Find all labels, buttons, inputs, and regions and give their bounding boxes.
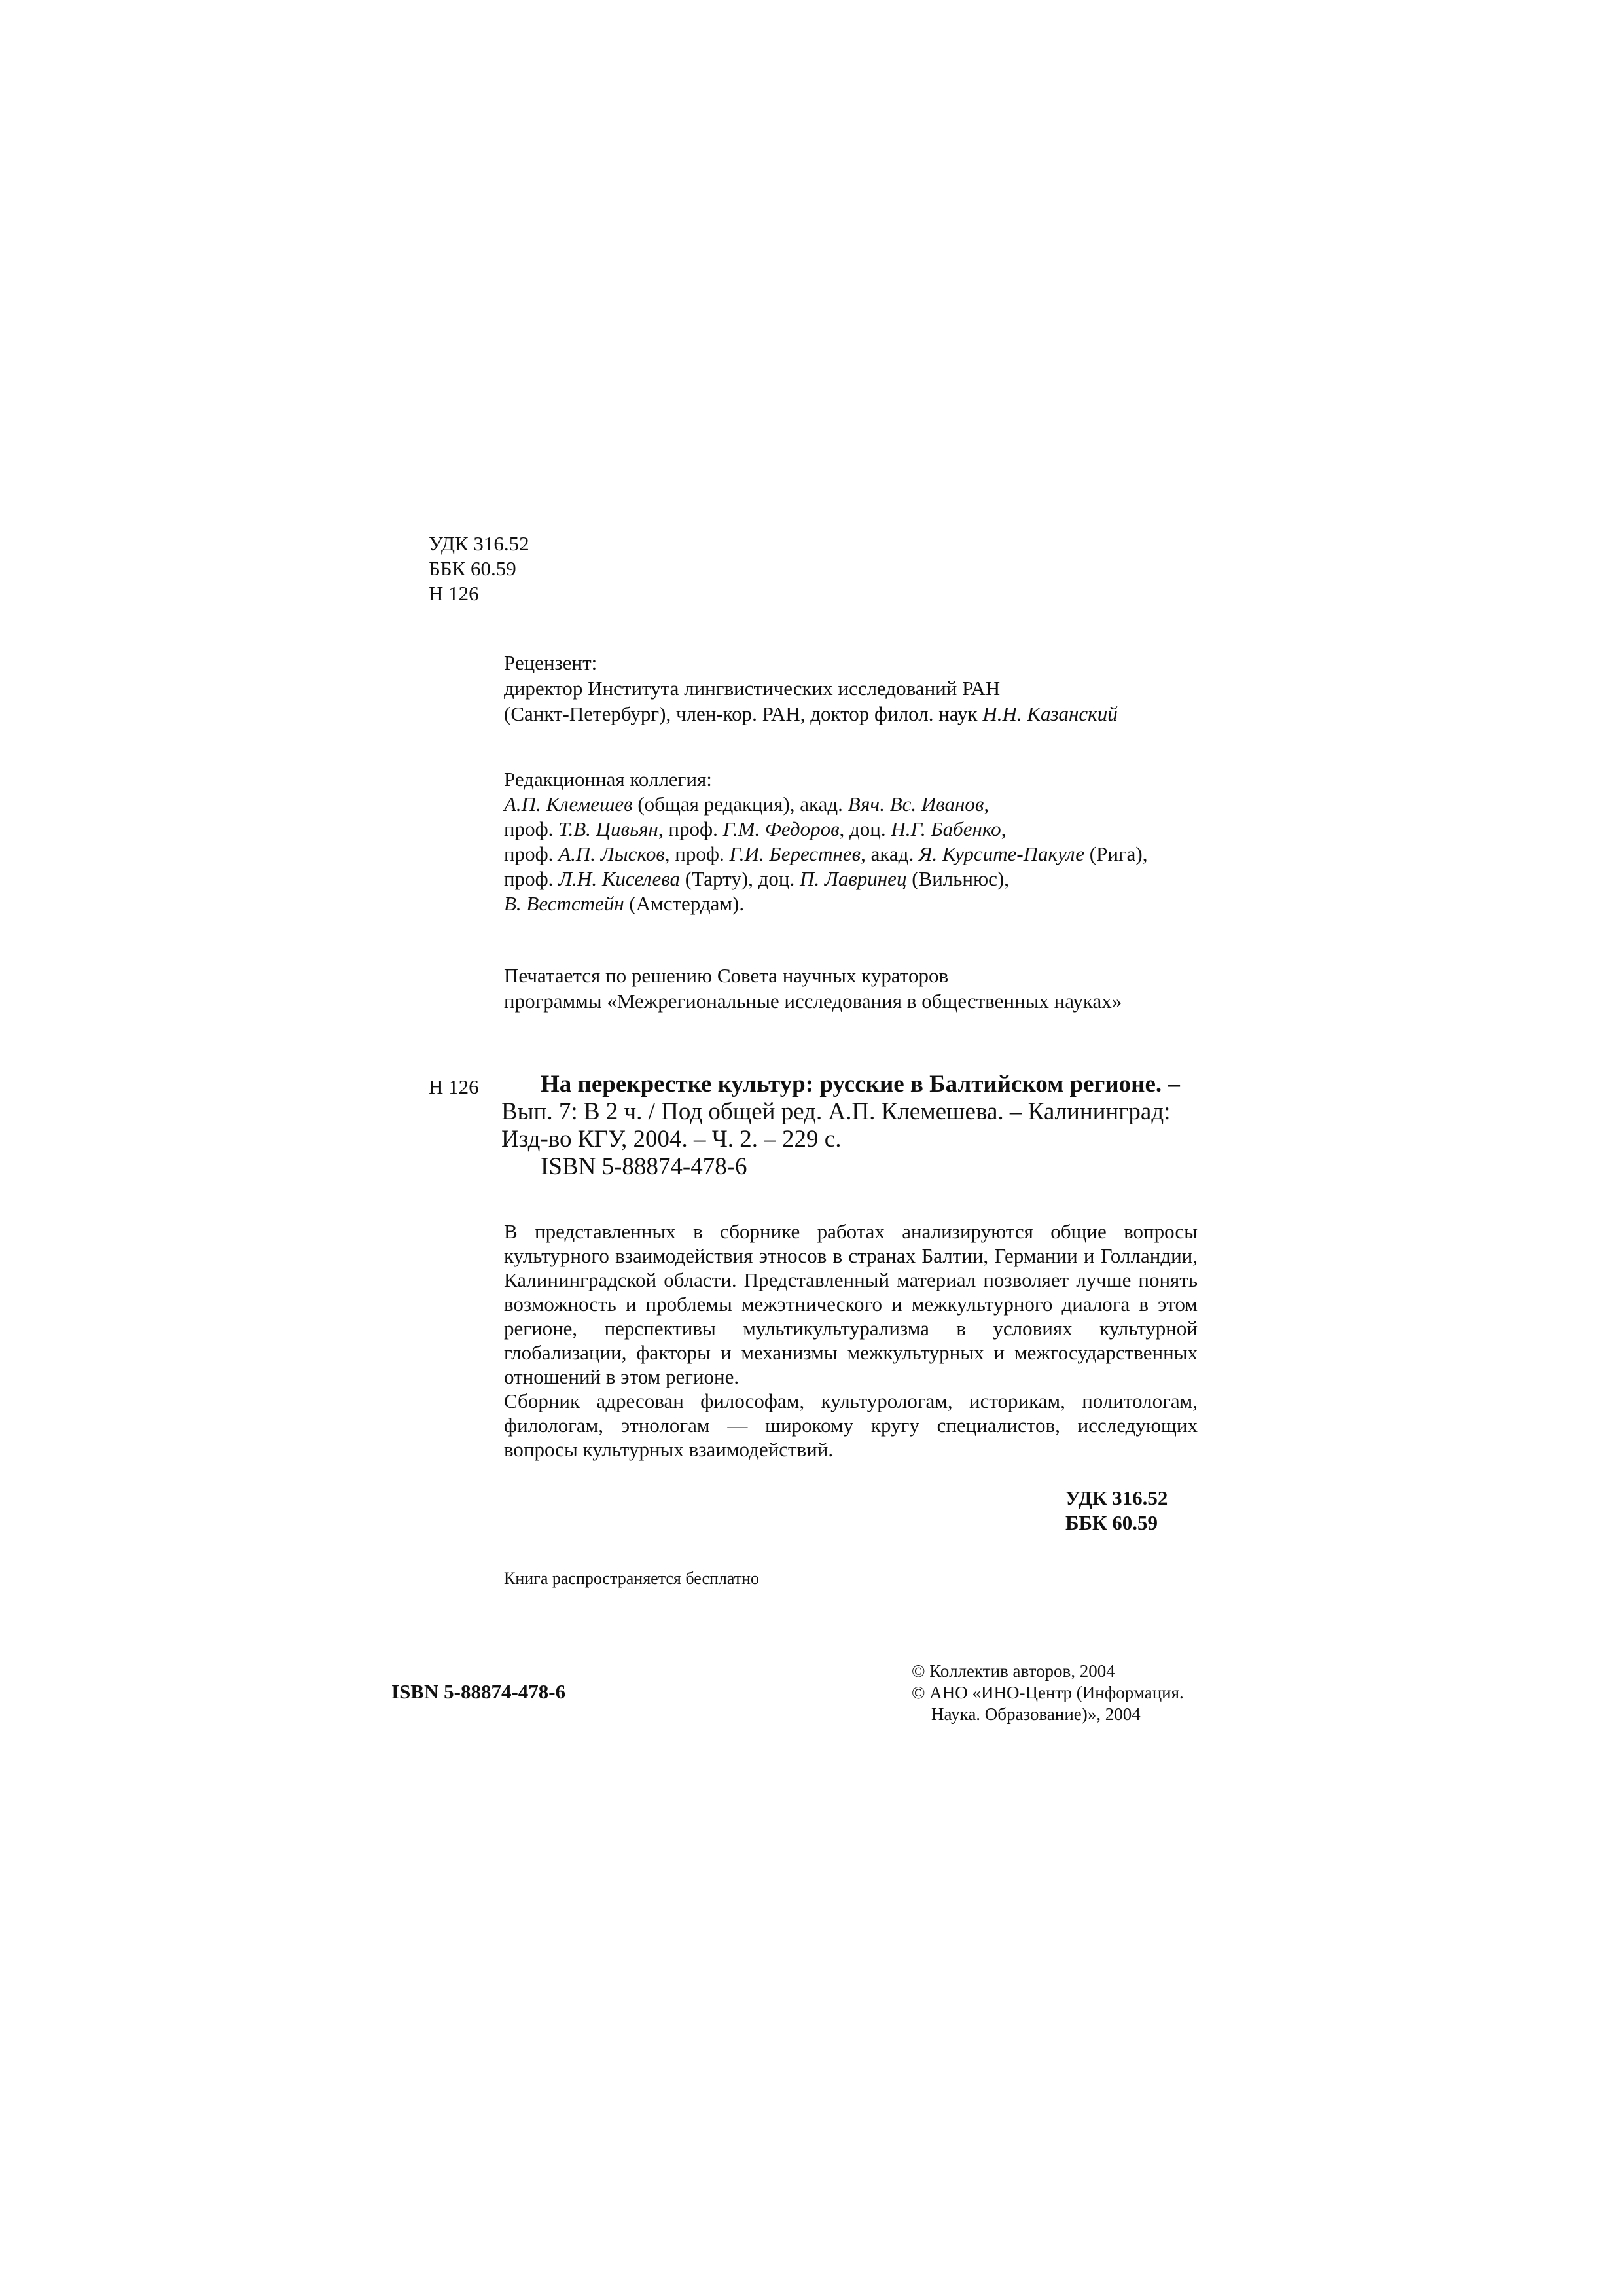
copyright-publisher-cont: Наука. Образование)», 2004 bbox=[931, 1704, 1141, 1724]
board-text: , проф. bbox=[658, 817, 723, 840]
classification-codes bbox=[429, 531, 529, 606]
board-text: проф. bbox=[504, 817, 559, 840]
bbk-code-bold: ББК 60.59 bbox=[1065, 1511, 1158, 1534]
annotation bbox=[504, 1219, 1198, 1462]
board-line-4 bbox=[504, 867, 1147, 891]
reviewer-line-2 bbox=[504, 701, 1118, 726]
editorial-board bbox=[504, 767, 1147, 916]
publication-approval bbox=[504, 963, 1122, 1014]
reviewer-affiliation: (Санкт-Петербург), член-кор. РАН, доктор филол. наук bbox=[504, 702, 983, 725]
bbk-code: ББК 60.59 bbox=[429, 557, 516, 580]
entry-isbn: ISBN 5-88874-478-6 bbox=[541, 1153, 747, 1180]
board-name: Г.И. Берестнев bbox=[729, 842, 861, 865]
approval-line-1: Печатается по решению Совета научных кураторов bbox=[504, 964, 949, 987]
author-sign: Н 126 bbox=[429, 582, 479, 605]
board-name: Вяч. Вс. Иванов bbox=[847, 793, 984, 816]
board-name: Г.М. Федоров bbox=[722, 817, 840, 840]
board-text: (Рига), bbox=[1084, 842, 1148, 865]
board-text: , проф. bbox=[664, 842, 730, 865]
board-text: , bbox=[1001, 817, 1007, 840]
board-text: проф. bbox=[504, 867, 559, 890]
annotation-paragraph-2: Сборник адресован философам, культурологам, историкам, политологам, филологам, этнологам — широкому кругу специалистов, исследующих вопросы культурных взаимодействий. bbox=[504, 1390, 1198, 1461]
board-text: (общая редакция), акад. bbox=[632, 793, 848, 816]
board-line-5 bbox=[504, 891, 1147, 916]
board-text: , акад. bbox=[861, 842, 919, 865]
board-heading: Редакционная коллегия: bbox=[504, 768, 712, 791]
board-name: Н.Г. Бабенко bbox=[891, 817, 1001, 840]
entry-line-3: Изд-во КГУ, 2004. – Ч. 2. – 229 с. bbox=[501, 1126, 842, 1153]
annotation-paragraph-1: В представленных в сборнике работах анализируются общие вопросы культурного взаимодействия этносов в странах Балтии, Германии и Голландии, Калининградской области. Представленный материал позволяет лучше понять возможность и проблемы межэтнического и межкультурного диалога в этом регионе, перспективы мультикультурализма в условиях культурной глобализации, факторы и механизмы межкультурных и межгосударственных отношений в этом регионе. bbox=[504, 1220, 1198, 1388]
udk-code: УДК 316.52 bbox=[429, 532, 529, 555]
bibliographic-entry bbox=[501, 1071, 1180, 1181]
reviewer-line-1: директор Института лингвистических исследований РАН bbox=[504, 677, 1001, 700]
board-text: (Тарту), доц. bbox=[680, 867, 800, 890]
classification-codes-bold bbox=[1065, 1486, 1168, 1535]
reviewer-heading: Рецензент: bbox=[504, 651, 597, 674]
reviewer-block bbox=[504, 650, 1118, 726]
board-line-1 bbox=[504, 792, 1147, 817]
board-line-2 bbox=[504, 817, 1147, 842]
copyright-publisher: © АНО «ИНО-Центр (Информация. bbox=[912, 1683, 1184, 1702]
udk-code-bold: УДК 316.52 bbox=[1065, 1486, 1168, 1509]
board-text: , доц. bbox=[839, 817, 891, 840]
board-name: А.П. Лысков bbox=[558, 842, 665, 865]
reviewer-name: Н.Н. Казанский bbox=[982, 702, 1118, 725]
board-name: Л.Н. Киселева bbox=[558, 867, 681, 890]
board-name: А.П. Клемешев bbox=[504, 793, 633, 816]
board-text: (Амстердам). bbox=[624, 892, 745, 915]
book-title: На перекрестке культур: русские в Балтийском регионе. – bbox=[541, 1071, 1180, 1098]
board-text: проф. bbox=[504, 842, 559, 865]
board-name: В. Вестстейн bbox=[504, 892, 624, 915]
footer-isbn: ISBN 5-88874-478-6 bbox=[391, 1680, 566, 1703]
catalog-code: Н 126 bbox=[429, 1075, 479, 1098]
copyright-block bbox=[912, 1660, 1184, 1725]
board-name: Я. Курсите-Пакуле bbox=[918, 842, 1085, 865]
board-line-3 bbox=[504, 842, 1147, 867]
copyright-authors: © Коллектив авторов, 2004 bbox=[912, 1661, 1115, 1681]
entry-line-2: Вып. 7: В 2 ч. / Под общей ред. А.П. Клемешева. – Калининград: bbox=[501, 1098, 1171, 1125]
free-distribution-note: Книга распространяется бесплатно bbox=[504, 1569, 760, 1588]
approval-line-2: программы «Межрегиональные исследования в общественных науках» bbox=[504, 990, 1122, 1013]
board-name: Т.В. Цивьян bbox=[558, 817, 658, 840]
board-text: , bbox=[984, 793, 990, 816]
board-name: П. Лавринец bbox=[799, 867, 907, 890]
board-text: (Вильнюс), bbox=[906, 867, 1009, 890]
